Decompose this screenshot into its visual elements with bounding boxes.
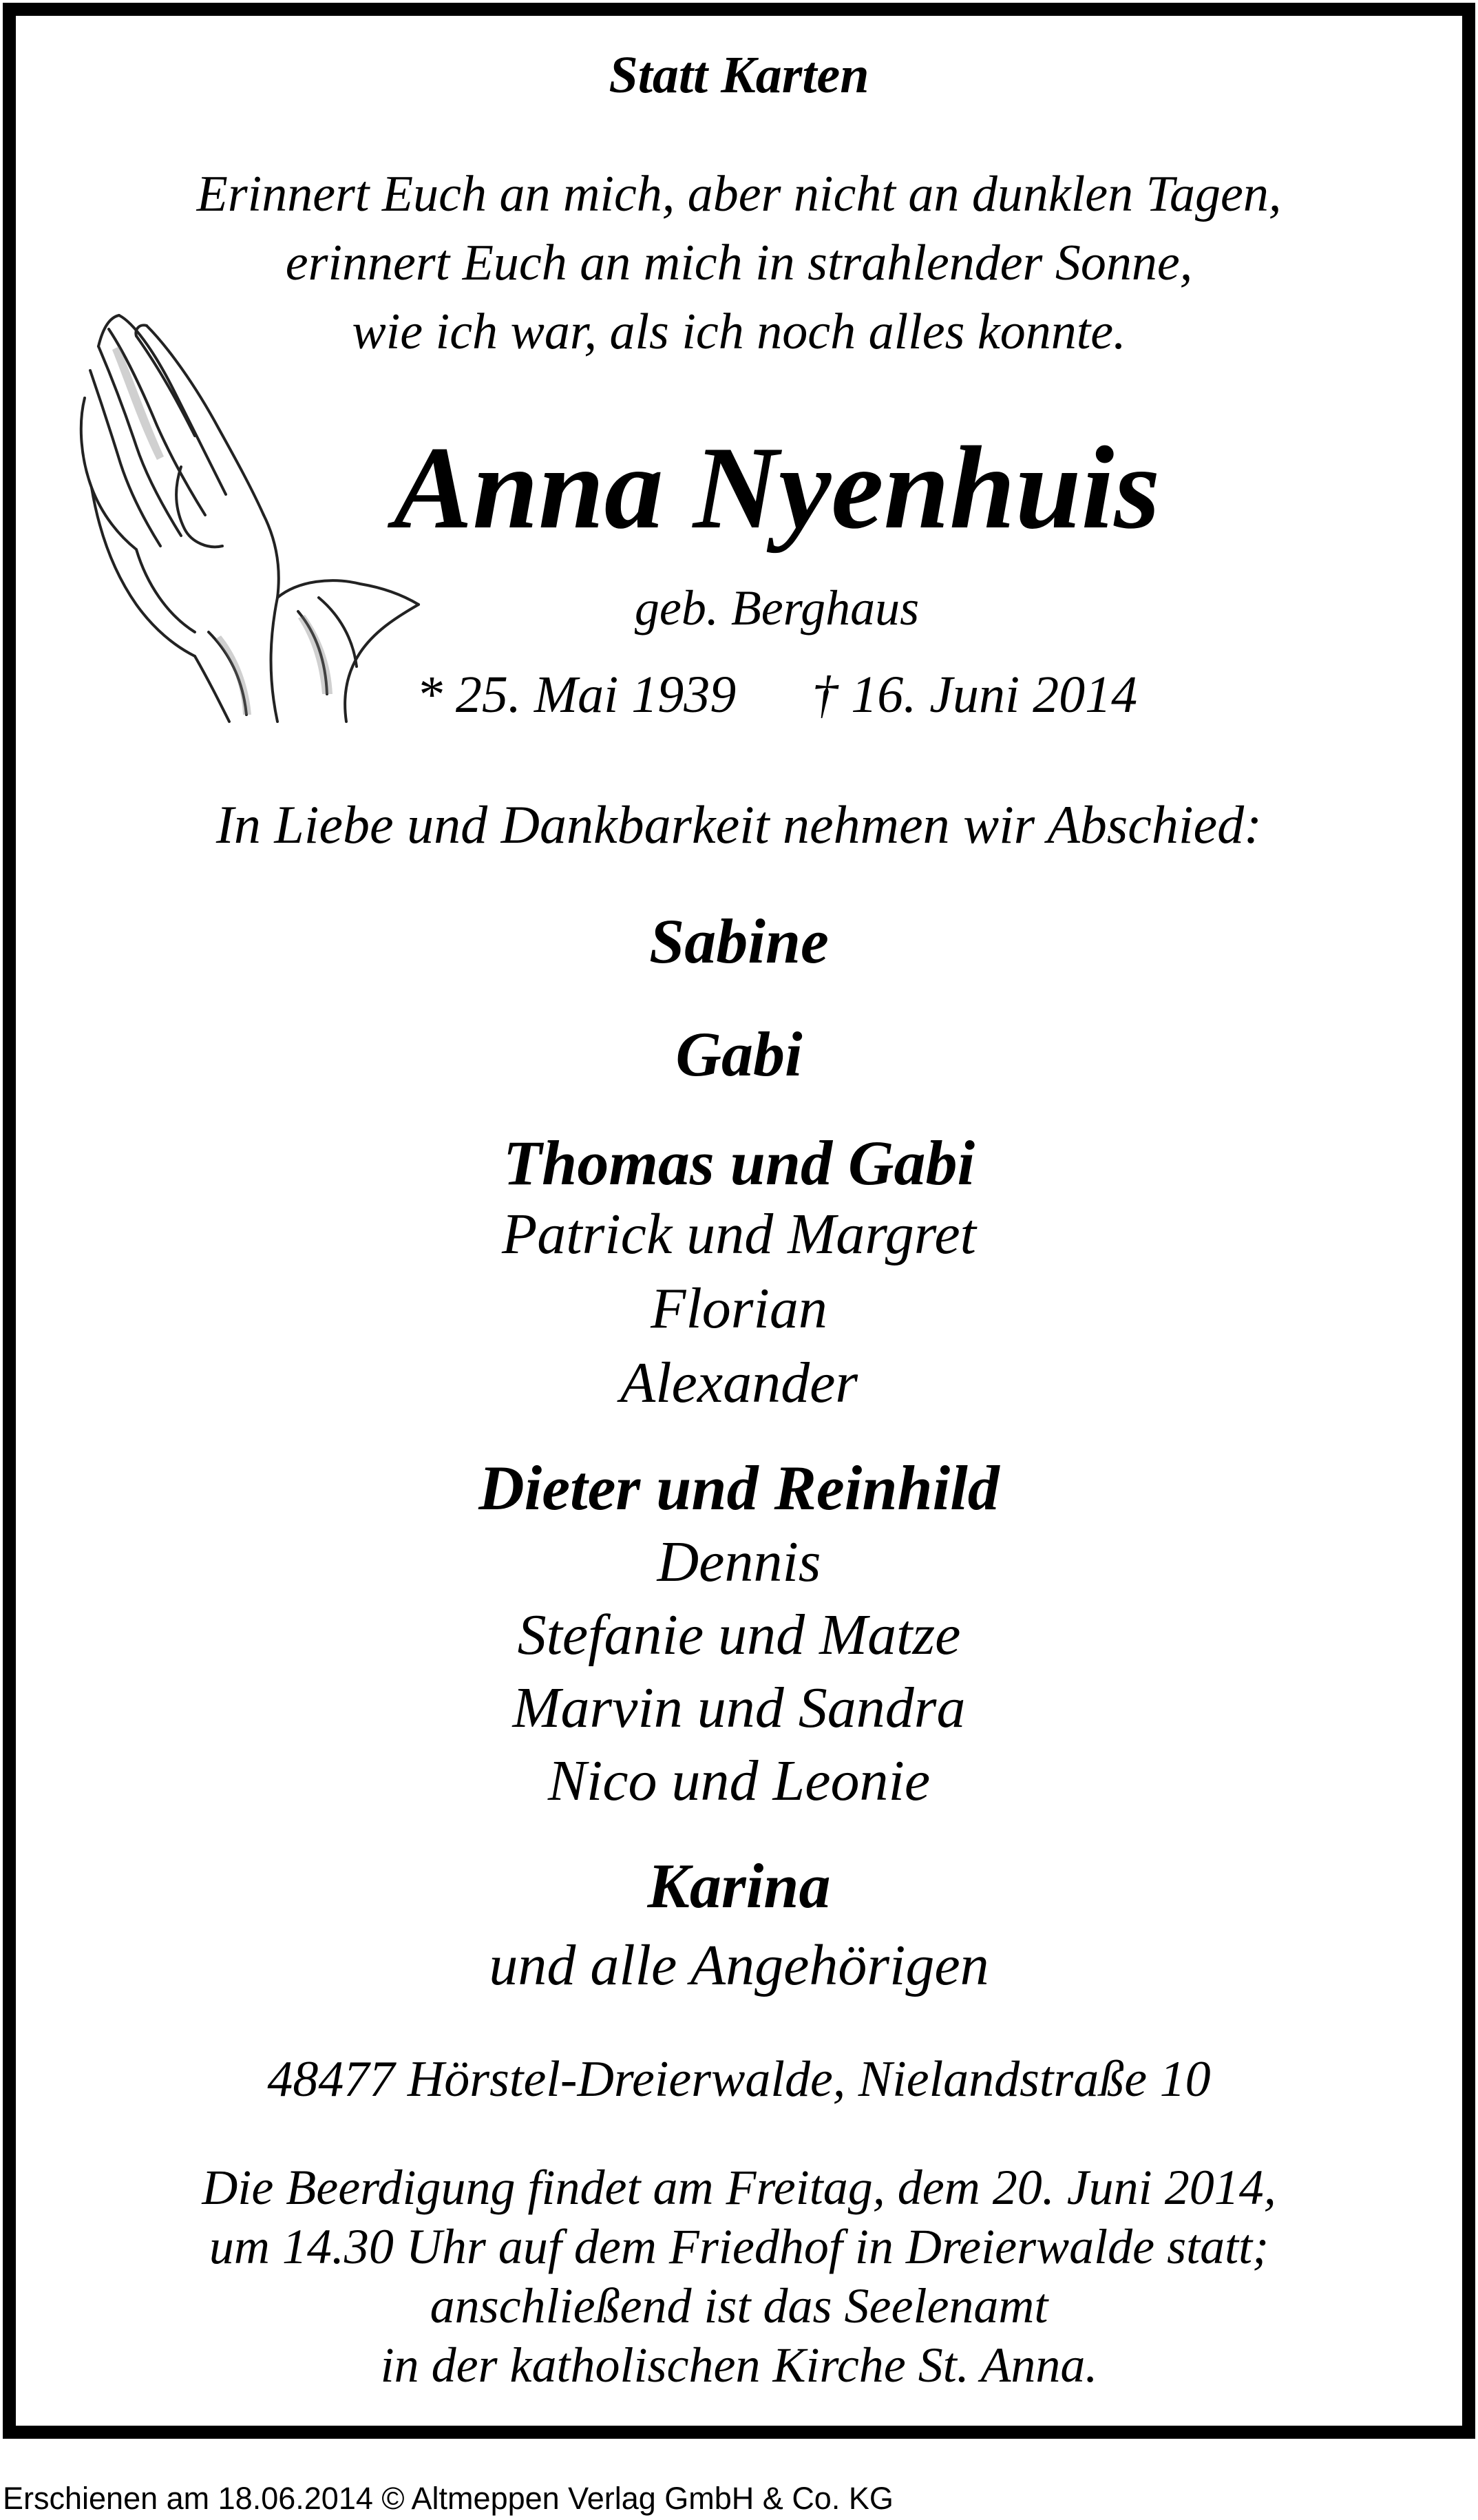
notice-heading: Statt Karten	[609, 46, 869, 104]
death-date: † 16. Juni 2014	[812, 666, 1138, 724]
mourner-alexander: Alexander	[620, 1351, 858, 1415]
funeral-line-2: um 14.30 Uhr auf dem Friedhof in Dreierwalde statt;	[209, 2219, 1269, 2274]
mourner-dennis: Dennis	[657, 1530, 821, 1594]
mourner-dieter-reinhild: Dieter und Reinhild	[478, 1453, 1000, 1523]
deceased-name: Anna Nyenhuis	[393, 423, 1161, 554]
mourner-relatives: und alle Angehörigen	[489, 1933, 989, 1997]
funeral-line-1: Die Beerdigung findet am Freitag, dem 20. Juni 2014,	[202, 2160, 1276, 2215]
family-address: 48477 Hörstel-Dreierwalde, Nielandstraße 10	[267, 2051, 1211, 2108]
mourner-thomas-gabi: Thomas und Gabi	[503, 1128, 975, 1198]
maiden-name: geb. Berghaus	[634, 580, 920, 636]
publication-footer: Erschienen am 18.06.2014 © Altmeppen Verlag GmbH & Co. KG	[3, 2481, 894, 2516]
mourner-stefanie-matze: Stefanie und Matze	[517, 1603, 961, 1667]
mourner-florian: Florian	[651, 1277, 827, 1341]
funeral-line-3: anschließend ist das Seelenamt	[430, 2278, 1048, 2333]
funeral-line-4: in der katholischen Kirche St. Anna.	[380, 2338, 1098, 2393]
life-dates	[54, 666, 1478, 724]
mourner-patrick-margret: Patrick und Margret	[502, 1202, 976, 1266]
mourner-nico-leonie: Nico und Leonie	[547, 1749, 931, 1813]
birth-date: * 25. Mai 1939	[416, 666, 737, 724]
farewell-line: In Liebe und Dankbarkeit nehmen wir Abschied:	[215, 795, 1263, 854]
mourner-karina: Karina	[647, 1851, 831, 1921]
poem-line-3: wie ich war, als ich noch alles konnte.	[352, 304, 1126, 360]
mourner-sabine: Sabine	[649, 906, 829, 976]
poem-line-1: Erinnert Euch an mich, aber nicht an dunklen Tagen,	[196, 166, 1282, 222]
poem-line-2: erinnert Euch an mich in strahlender Sonne,	[285, 235, 1193, 291]
mourner-marvin-sandra: Marvin und Sandra	[512, 1676, 966, 1740]
mourner-gabi: Gabi	[675, 1019, 803, 1089]
obituary-notice	[3, 3, 1475, 2439]
